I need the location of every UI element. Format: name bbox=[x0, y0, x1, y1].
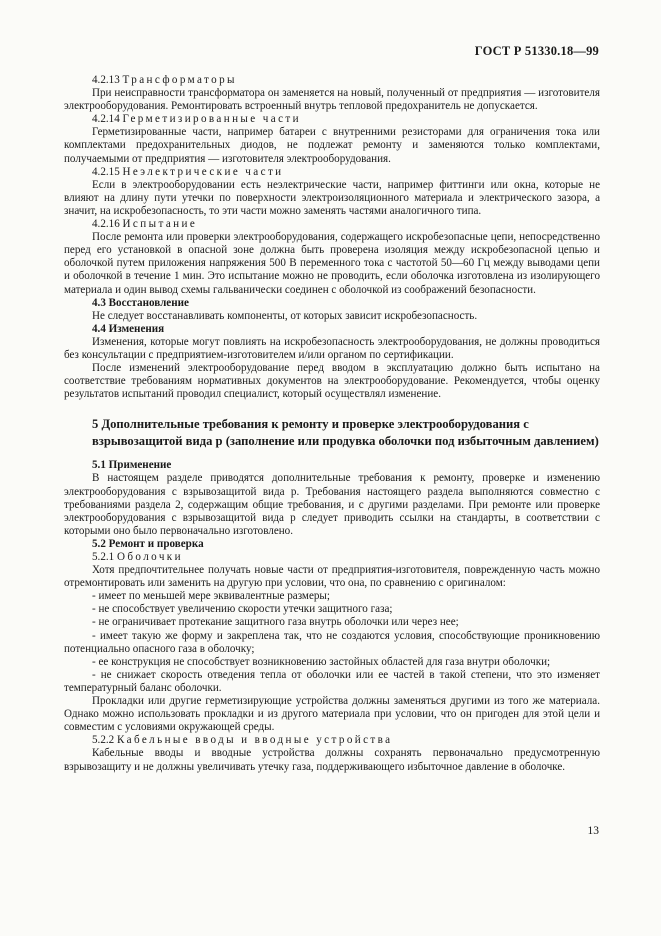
subsection-title: Неэлектрические части bbox=[122, 165, 284, 178]
subsection-number: 4.2.15 bbox=[92, 165, 120, 178]
subsection-number: 5.2.2 bbox=[92, 734, 115, 747]
subsection-title: Испытание bbox=[122, 218, 198, 231]
paragraph: В настоящем разделе приводятся дополнительные требования к ремонту, проверке и изменению электрооборудования с взрывозащитой вида p. Требования настоящего раздела выполняются совместно с требованиями раздела 2, содержащим общие требования, и с другими разделами. При ремонте или проверке электрооборудования с взрывозащитой вида p следует приводить ссылки на стандарты, в соответствии с которыми оно было первоначально изготовлено. bbox=[64, 472, 600, 537]
section-title: Дополнительные требования к ремонту и проверке электрооборудования с взрывозащитой вида p (заполнение или продувка оболочки под избыточным давлением) bbox=[92, 417, 599, 449]
page-number: 13 bbox=[587, 825, 599, 837]
subsection-title: Герметизированные части bbox=[122, 113, 301, 126]
subsection-title: Трансформаторы bbox=[122, 74, 237, 86]
paragraph: Если в электрооборудовании есть неэлектрические части, например фиттинги или окна, которые не влияют на длину пути утечки по поверхности электроизоляционного материала и электрического зазора, а значит, на искробезопасность, то эти части можно заменять частями аналогичного типа. bbox=[64, 178, 600, 217]
list-item: - не снижает скорость отведения тепла от оболочки или ее частей в такой степени, что это изменяет температурный баланс оболочки. bbox=[64, 668, 600, 694]
paragraph: После изменений электрооборудование перед вводом в эксплуатацию должно быть испытано на соответствие требованиям нормативных документов на электрооборудование. Рекомендуется, чтобы оценку результатов испытаний проводил специалист, который осуществлял изменение. bbox=[64, 362, 600, 401]
list-item: - не ограничивает протекание защитного газа внутрь оболочки или через нее; bbox=[92, 616, 459, 629]
paragraph: При неисправности трансформатора он заменяется на новый, полученный от предприятия — изготовителя электрооборудования. Ремонтировать встроенный внутрь тепловой предохранитель не допускается. bbox=[64, 87, 600, 113]
section-number: 5 bbox=[92, 417, 99, 432]
clause-heading: 4.3 Восстановление bbox=[92, 296, 189, 309]
subsection-number: 4.2.16 bbox=[92, 218, 120, 231]
list-item: - имеет по меньшей мере эквивалентные размеры; bbox=[92, 590, 330, 603]
subsection-heading bbox=[64, 113, 600, 126]
subsection-heading bbox=[64, 166, 600, 179]
subsection-title: Кабельные вводы и вводные устройства bbox=[116, 734, 393, 747]
subsection-number: 5.2.1 bbox=[92, 551, 115, 563]
section-heading bbox=[92, 416, 600, 450]
subsection-heading bbox=[64, 734, 600, 747]
clause-heading: 5.2 Ремонт и проверка bbox=[92, 537, 204, 550]
paragraph: Не следует восстанавливать компоненты, от которых зависит искробезопасность. bbox=[92, 309, 478, 322]
subsection-heading bbox=[64, 218, 600, 231]
clause-heading: 4.4 Изменения bbox=[92, 322, 165, 335]
paragraph: Герметизированные части, например батареи с внутренними резисторами для ограничения тока или комплектами предохранительных диодов, не подлежат ремонту и заменяются только комплектами, получаемыми от предприятия — изготовителя электрооборудования. bbox=[64, 126, 600, 165]
paragraph: Хотя предпочтительнее получать новые части от предприятия-изготовителя, поврежденную часть можно отремонтировать или заменить на другую при условии, что она, по сравнению с оригиналом: bbox=[64, 564, 600, 590]
clause-heading: 5.1 Применение bbox=[92, 459, 172, 472]
list-item: - не способствует увеличению скорости утечки защитного газа; bbox=[92, 603, 393, 616]
subsection-number: 4.2.14 bbox=[92, 113, 120, 126]
list-item: - ее конструкция не способствует возникновению застойных областей для газа внутри оболочки; bbox=[92, 655, 551, 668]
paragraph: Изменения, которые могут повлиять на искробезопасность электрооборудования, не должны проводиться без консультации с предприятием-изготовителем и/или органом по сертификации. bbox=[64, 335, 600, 361]
subsection-heading bbox=[64, 74, 600, 87]
paragraph: После ремонта или проверки электрооборудования, содержащего искробезопасные цепи, непосредственно перед его установкой в опасной зоне должна быть проверена изоляция между искробезопасной цепью и оболочкой путем приложения напряжения 500 В переменного тока с частотой 50—60 Гц между выводами цепи и оболочкой в течение 1 мин. Это испытание можно не проводить, если оболочка изготовлена из изолирующего материала и один вывод схемы гальванически соединен с оболочкой из соображений безопасности. bbox=[64, 231, 600, 296]
subsection-heading bbox=[64, 551, 600, 564]
subsection-number: 4.2.13 bbox=[92, 74, 120, 86]
subsection-title: Оболочки bbox=[116, 551, 183, 563]
doc-header: ГОСТ Р 51330.18—99 bbox=[474, 44, 599, 58]
paragraph: Кабельные вводы и вводные устройства должны сохранять первоначально предусмотренную взрывозащиту и не должны увеличивать утечку газа, поддерживающего избыточное давление в оболочке. bbox=[64, 747, 600, 773]
document-body bbox=[64, 74, 600, 774]
list-item: - имеет такую же форму и закреплена так, что не создаются условия, способствующие проникновению потенциально опасного газа в оболочку; bbox=[64, 629, 600, 655]
paragraph: Прокладки или другие герметизирующие устройства должны заменяться другими из того же материала. Однако можно использовать прокладки и из другого материала при условии, что он пригоден для этой цели и совместим с условиями окружающей среды. bbox=[64, 695, 600, 734]
